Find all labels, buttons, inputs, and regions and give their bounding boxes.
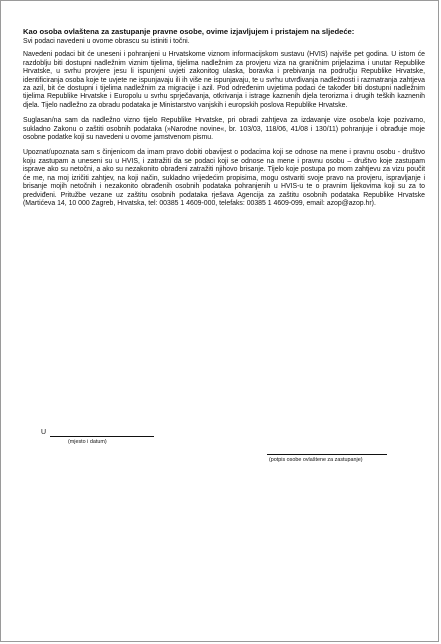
- document-body: [19, 27, 427, 215]
- place-date-line: [50, 436, 154, 437]
- signature-caption: (potpis osobe ovlaštene za zastupanje): [269, 457, 363, 463]
- paragraph-data-storage: Navedeni podaci bit će uneseni i pohranjeni u Hrvatskome viznom informacijskom sustavu (HVIS) najviše pet godina. U istom će razdoblju biti dostupni nadležnim viznim tijelima, tijelima nadležnim za provjeru viza na graničnim prijelazima i unutar Republike Hrvatske, u svrhu provjere jesu li ispunjeni uvjeti zakonitog ulaska, boravka i prebivanja na području Republike Hrvatske, identificiranja osoba koje te uvjete ne ispunjavaju ili ih više ne ispunjavaju, te u svrhu utvrđivanja nadležnosti i razmatranja zahtjeva za azil, bit će dostupni i tijelima nadležnim za migracije i azil. Pod određenim uvjetima podaci će također biti dostupni nadležnim tijelima Republike Hrvatske i Europolu u svrhu sprječavanja, otkrivanja i istrage kaznenih djela terorizma i drugih teških kaznenih djela. Tijelo nadležno za obradu podataka je Ministarstvo vanjskih i europskih poslova Republike Hrvatske.: [23, 51, 425, 109]
- declaration-heading: Kao osoba ovlaštena za zastupanje pravne osobe, ovime izjavljujem i pristajem na sljedeće:: [23, 27, 355, 36]
- place-date-caption: (mjesto i datum): [68, 439, 107, 445]
- place-prefix: U: [41, 429, 47, 436]
- paragraph-rights: Upoznat/upoznata sam s činjenicom da imam pravo dobiti obavijest o podacima koji se odnose na mene i pravnu osobu - društvo koju zastupam a uneseni su u HVIS, i zatražiti da se podaci koji se odnose na mene i pravnu osobu – društvo koje zastupam isprave ako su netočni, a ako su nezakonito obrađeni zatražiti njihovo brisanje. Tijelo koje postupa po mom zahtjevu za vizu poučit će me, na moj izričiti zahtjev, na koji način, sukladno vrijedećim propisima, mogu ostvariti svoje pravo na provjeru, ispravljanje i brisanje mojih netočnih i nezakonito obrađenih osobnih podataka pohranjenih u HVIS-u te o pravnim lijekovima koji su za to predviđeni. Pritužbe vezane uz zaštitu osobnih podataka rješava Agencija za zaštitu osobnih podataka Republike Hrvatske (Martićeva 14, 10 000 Zagreb, Hrvatska, tel: 00385 1 4609-000, telefaks: 00385 1 4609-099, email: azop@azop.hr).: [23, 149, 425, 207]
- declaration-lead: Svi podaci navedeni u ovome obrascu su istiniti i točni.: [23, 38, 190, 45]
- signature-line: [267, 454, 387, 455]
- paragraph-consent: Suglasan/na sam da nadležno vizno tijelo Republike Hrvatske, pri obradi zahtjeva za izdavanje vize osobe/a koje pozivamo, sukladno Zakonu o zaštiti osobnih podataka (»Narodne novine«, br. 103/03, 118/06, 41/08 i 130/11) pohranjuje i obrađuje moje osobne podatke koji su navedeni u ovome jamstvenom pismu.: [23, 117, 425, 142]
